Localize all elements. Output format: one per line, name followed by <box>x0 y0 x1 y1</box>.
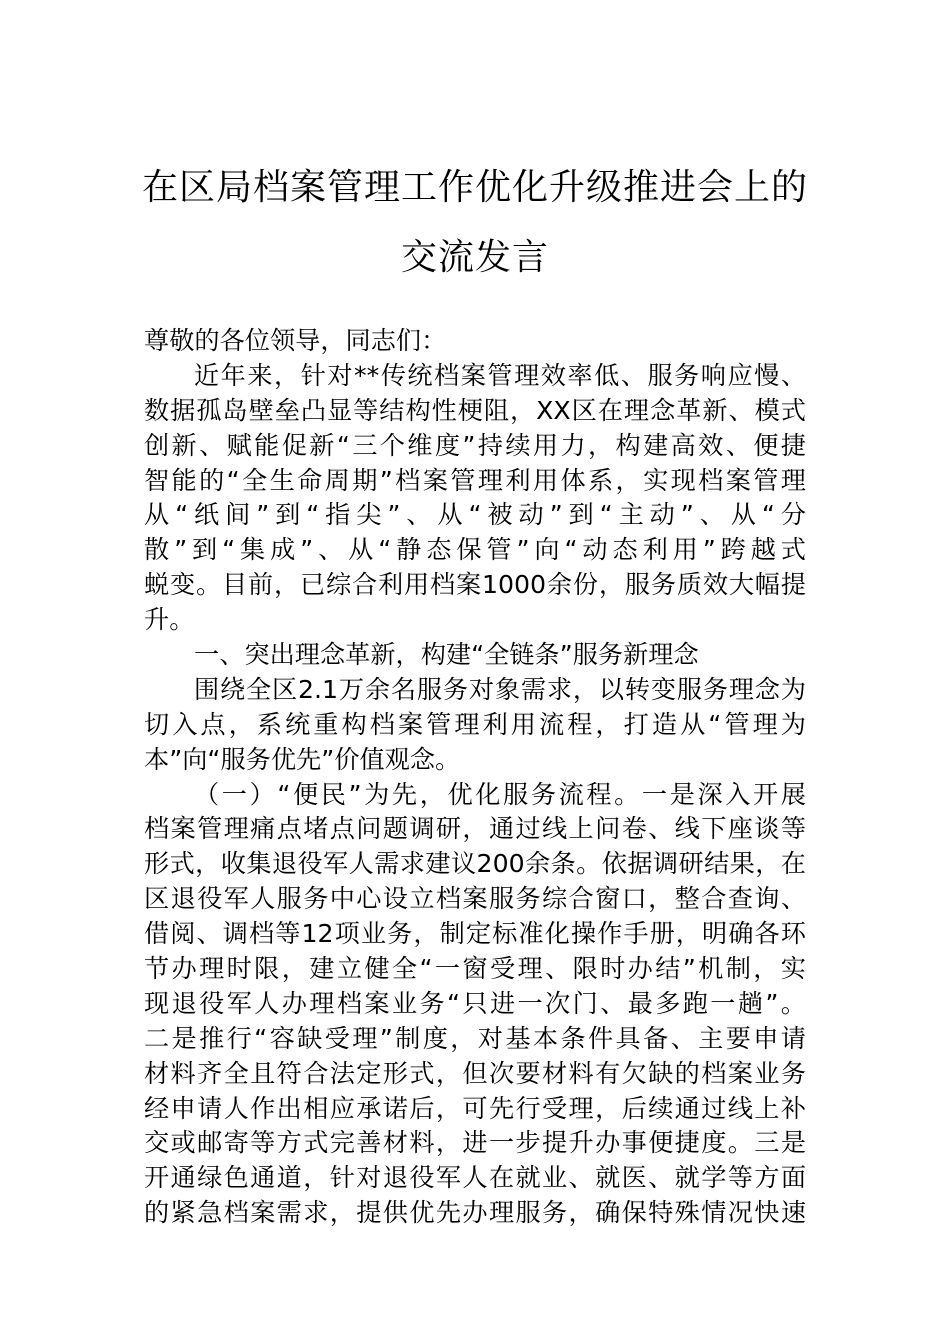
body-text-line: 切入点，系统重构档案管理利用流程，打造从“管理为 <box>144 709 806 739</box>
body-text-line: 升。 <box>144 605 195 635</box>
body-text-line: 档案管理痛点堵点问题调研，通过线上问卷、线下座谈等 <box>144 814 806 844</box>
document-title-line-2: 交流发言 <box>400 237 549 278</box>
body-text-line: 开通绿色通道，针对退役军人在就业、就医、就学等方面 <box>144 1163 806 1193</box>
body-text-line: 形式，收集退役军人需求建议200余条。依据调研结果，在 <box>144 849 806 879</box>
document-title-line-1: 在区局档案管理工作优化升级推进会上的 <box>141 167 808 208</box>
body-text-line: 围绕全区2.1万余名服务对象需求，以转变服务理念为 <box>194 674 806 704</box>
body-text-line: 蜕变。目前，已综合利用档案1000余份，服务质效大幅提 <box>144 570 806 600</box>
body-text-line: 交或邮寄等方式完善材料，进一步提升办事便捷度。三是 <box>144 1128 806 1158</box>
body-text-line: 材料齐全且符合法定形式，但次要材料有欠缺的档案业务 <box>144 1058 806 1088</box>
body-text-line: 一、突出理念革新，构建“全链条”服务新理念 <box>194 640 699 670</box>
body-text-line: 本”向“服务优先”价值观念。 <box>144 744 461 774</box>
body-text-line: 借阅、调档等12项业务，制定标准化操作手册，明确各环 <box>144 919 806 949</box>
body-text-line: 现退役军人办理档案业务“只进一次门、最多跑一趟”。 <box>144 988 806 1018</box>
body-text-line: 二是推行“容缺受理”制度，对基本条件具备、主要申请 <box>144 1023 806 1053</box>
body-text-line: （一）“便民”为先，优化服务流程。一是深入开展 <box>194 779 806 809</box>
body-text-line: 散”到“集成”、从“静态保管”向“动态利用”跨越式 <box>144 535 806 565</box>
document-body <box>144 324 806 1231</box>
body-text-line: 数据孤岛壁垒凸显等结构性梗阻，XX区在理念革新、模式 <box>144 395 806 425</box>
body-text-line: 节办理时限，建立健全“一窗受理、限时办结”机制，实 <box>144 954 806 984</box>
body-text-line: 创新、赋能促新“三个维度”持续用力，构建高效、便捷 <box>144 430 806 460</box>
body-text-line: 尊敬的各位领导，同志们： <box>144 326 447 355</box>
body-text-line: 区退役军人服务中心设立档案服务综合窗口，整合查询、 <box>144 884 806 914</box>
body-text-line: 近年来，针对**传统档案管理效率低、服务响应慢、 <box>194 360 806 390</box>
body-text-line: 的紧急档案需求，提供优先办理服务，确保特殊情况快速 <box>144 1198 806 1228</box>
body-text-line: 经申请人作出相应承诺后，可先行受理，后续通过线上补 <box>144 1093 806 1123</box>
body-text-line: 从“纸间”到“指尖”、从“被动”到“主动”、从“分 <box>144 500 806 530</box>
body-text-line: 智能的“全生命周期”档案管理利用体系，实现档案管理 <box>144 465 806 495</box>
